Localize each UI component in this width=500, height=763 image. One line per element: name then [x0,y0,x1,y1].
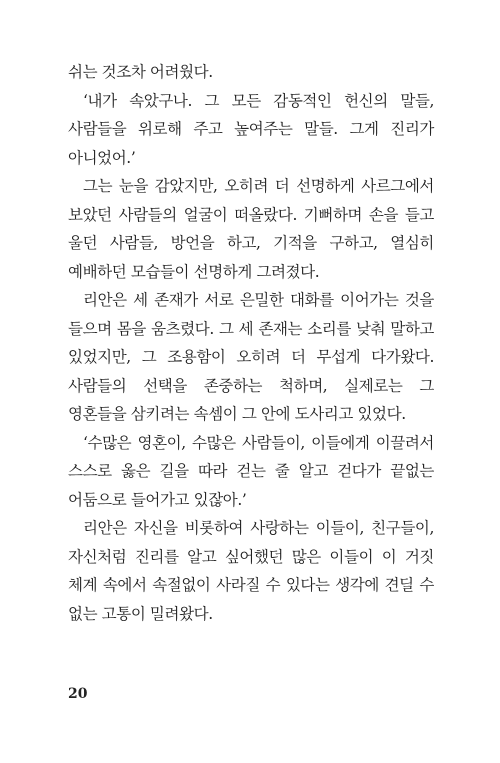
body-text [68,58,434,628]
paragraph: 쉬는 것조차 어려웠다. [68,63,213,81]
paragraph: 리안은 자신을 비롯하여 사랑하는 이들이, 친구들이, 자신처럼 진리를 알고 싶어했던 많은 이들이 이 거짓 체계 속에서 속절없이 사라질 수 있다는 생각에 견딜 수 없는 고통이 밀려왔다. [68,519,434,623]
page-number: 20 [68,686,88,702]
paragraph: ‘내가 속았구나. 그 모든 감동적인 헌신의 말들, 사람들을 위로해 주고 높여주는 말들. 그게 진리가 아니었어.’ [68,91,434,167]
paragraph: 리안은 세 존재가 서로 은밀한 대화를 이어가는 것을 들으며 몸을 움츠렸다. 그 세 존재는 소리를 낮춰 말하고 있었지만, 그 조용함이 오히려 더 무섭게 다가왔다. 사람들의 선택을 존중하는 척하며, 실제로는 그 영혼들을 삼키려는 속셈이 그 안에 도사리고 있었다. [68,291,434,423]
paragraph: ‘수많은 영혼이, 수많은 사람들이, 이들에게 이끌려서 스스로 옳은 길을 따라 걷는 줄 알고 걷다가 끝없는 어둠으로 들어가고 있잖아.’ [68,433,434,509]
paragraph: 그는 눈을 감았지만, 오히려 더 선명하게 사르그에서 보았던 사람들의 얼굴이 떠올랐다. 기뻐하며 손을 들고 울던 사람들, 방언을 하고, 기적을 구하고, 열심히 예배하던 모습들이 선명하게 그려졌다. [68,177,434,281]
